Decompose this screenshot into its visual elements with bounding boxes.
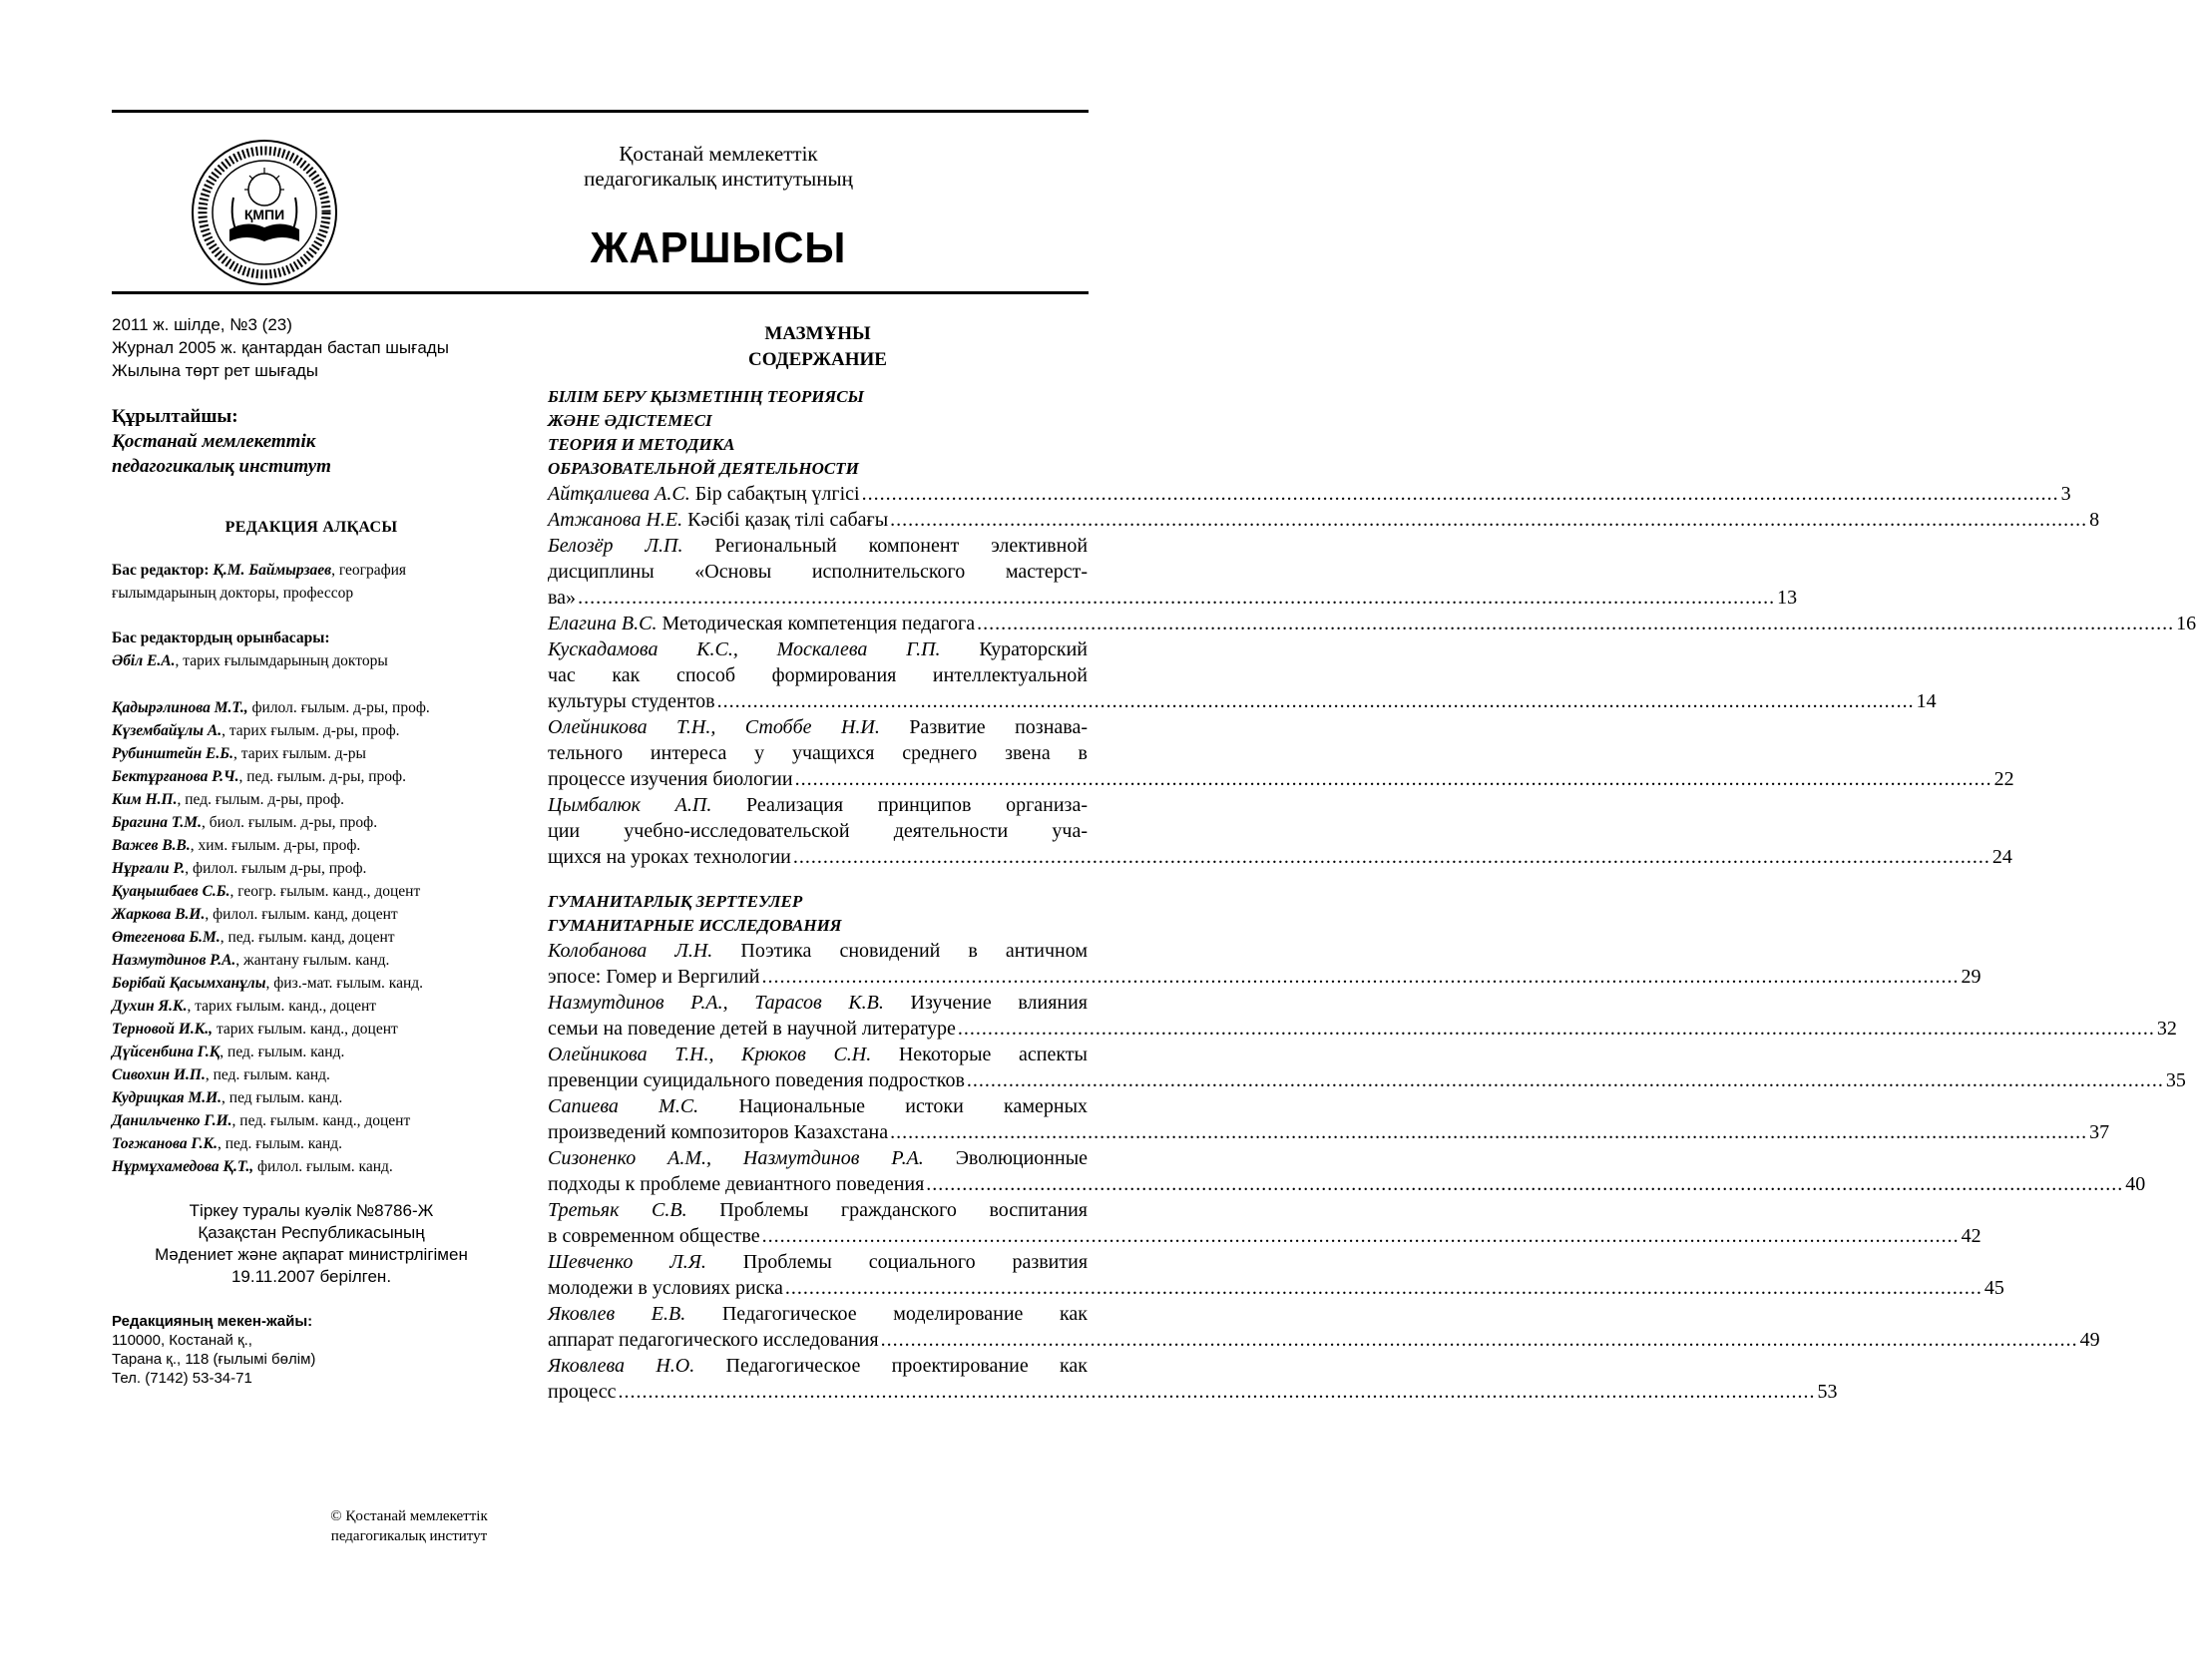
board-member-desc: , тарих ғылым. канд., доцент bbox=[187, 998, 377, 1015]
board-member-desc: , биол. ғылым. д-ры, проф. bbox=[201, 814, 378, 831]
toc-entry-title-part: Педагогическое проектирование как bbox=[725, 1355, 1088, 1377]
toc-entry[interactable] bbox=[548, 990, 2177, 1042]
toc-entry[interactable] bbox=[548, 1249, 2004, 1301]
founder-label: Құрылтайшы: bbox=[112, 406, 238, 427]
toc-entry-last-line bbox=[548, 844, 2012, 870]
board-member-desc: , филол. ғылым. канд, доцент bbox=[205, 906, 398, 923]
section-title-line: ЖӘНЕ ӘДІСТЕМЕСІ bbox=[548, 411, 712, 430]
board-member-desc: , тарих ғылым. д-ры, проф. bbox=[221, 722, 400, 739]
toc-entry-page: 40 bbox=[2125, 1173, 2146, 1195]
toc-entry-page: 42 bbox=[1961, 1225, 1981, 1247]
toc-entry-last-line bbox=[548, 507, 2100, 533]
toc-entry-author: Сапиева М.С. bbox=[548, 1095, 699, 1117]
issue-frequency: Жылына төрт рет шығады bbox=[112, 361, 318, 380]
journal-title: ЖАРШЫСЫ bbox=[590, 223, 847, 272]
toc-entry-title-end bbox=[548, 1327, 879, 1353]
toc-entry-line bbox=[548, 1093, 1088, 1119]
copyright-line-1: © Қостанай мемлекеттік bbox=[330, 1508, 488, 1524]
chief-editor-name: Қ.М. Баймырзаев bbox=[213, 562, 332, 579]
board-member bbox=[112, 742, 511, 765]
chief-editor-desc: , география ғылымдарының докторы, профессор bbox=[112, 562, 407, 602]
toc-entry-title-end bbox=[548, 1171, 924, 1197]
copyright-line-2: педагогикалық институт bbox=[330, 1528, 488, 1544]
toc-entry-line bbox=[548, 938, 1088, 964]
address-line-2: Тарана қ., 118 (ғылымі бөлім) bbox=[112, 1351, 316, 1368]
toc-entry-line bbox=[548, 714, 1088, 740]
toc-entry[interactable] bbox=[548, 1301, 2100, 1353]
toc-entry-page: 13 bbox=[1777, 587, 1798, 609]
registration-line-1: Тіркеу туралы куәлік №8786-Ж bbox=[189, 1201, 434, 1220]
founder-block bbox=[112, 404, 511, 479]
toc-entry-page: 49 bbox=[2079, 1329, 2100, 1351]
toc-entry-title-end bbox=[548, 1067, 965, 1093]
toc-leader-dots: ........................................................................................................................................................................................................ bbox=[618, 1381, 1816, 1403]
toc-entry-title-part: Реализация принципов организа- bbox=[745, 794, 1088, 816]
toc-entry[interactable] bbox=[548, 507, 2100, 533]
board-member-desc: тарих ғылым. канд., доцент bbox=[213, 1021, 398, 1038]
section-title-line: ОБРАЗОВАТЕЛЬНОЙ ДЕЯТЕЛЬНОСТИ bbox=[548, 459, 859, 478]
board-member-desc: , физ.-мат. ғылым. канд. bbox=[265, 975, 424, 992]
issue-info bbox=[112, 313, 511, 382]
deputy-editor bbox=[112, 627, 511, 672]
toc-entry-title-end bbox=[548, 481, 860, 507]
toc-entry-title-part: час как способ формирования интеллектуальной bbox=[548, 664, 1088, 686]
board-member bbox=[112, 1109, 511, 1132]
board-member-desc: филол. ғылым. д-ры, проф. bbox=[247, 699, 430, 716]
toc-entry-title-part: Кураторский bbox=[979, 638, 1088, 660]
svg-text:ҚМПИ: ҚМПИ bbox=[243, 207, 285, 222]
toc-leader-dots: ........................................................................................................................................................................................................ bbox=[792, 846, 1990, 868]
contents-section bbox=[548, 385, 2196, 870]
editorial-address bbox=[112, 1312, 511, 1388]
toc-entry-title-end bbox=[548, 766, 793, 792]
toc-entry-line bbox=[548, 1353, 1088, 1379]
board-member-desc: , геогр. ғылым. канд., доцент bbox=[229, 883, 421, 900]
institution-line-2: педагогикалық институтының bbox=[584, 167, 853, 191]
address-title: Редакцияның мекен-жайы: bbox=[112, 1313, 313, 1330]
board-member-name: Данильченко Г.И. bbox=[112, 1112, 232, 1129]
toc-entry-page: 45 bbox=[1983, 1277, 2004, 1299]
toc-leader-dots: ........................................................................................................................................................................................................ bbox=[861, 483, 2059, 505]
toc-entry-author: Белозёр Л.П. bbox=[548, 535, 683, 557]
board-member bbox=[112, 857, 511, 880]
toc-entry[interactable] bbox=[548, 792, 2012, 870]
toc-entry-title-part: Региональный компонент элективной bbox=[714, 535, 1089, 557]
board-member bbox=[112, 1018, 511, 1041]
toc-entry-author: Третьяк С.В. bbox=[548, 1199, 687, 1221]
toc-entry-author: Атжанова Н.Е. bbox=[548, 509, 683, 531]
board-member-name: Жаркова В.И. bbox=[112, 906, 206, 923]
registration-info bbox=[112, 1200, 511, 1288]
board-member-desc: , филол. ғылым д-ры, проф. bbox=[185, 860, 367, 877]
copyright-notice bbox=[299, 1506, 519, 1546]
toc-entry-title-end bbox=[548, 1275, 783, 1301]
toc-entry-title-part: Методическая компетенция педагога bbox=[661, 613, 976, 634]
top-rule bbox=[112, 110, 1089, 113]
toc-entry-title-end bbox=[548, 688, 715, 714]
toc-entry[interactable] bbox=[548, 636, 1937, 714]
board-member-name: Дүйсенбина Г.Қ bbox=[112, 1044, 220, 1060]
toc-entry-page: 32 bbox=[2156, 1018, 2177, 1040]
toc-entry-last-line bbox=[548, 611, 2196, 636]
toc-entry-last-line bbox=[548, 1327, 2100, 1353]
toc-leader-dots: ........................................................................................................................................................................................................ bbox=[716, 690, 1915, 712]
toc-entry-line bbox=[548, 1145, 1088, 1171]
toc-entry-title-part: подходы к проблеме девиантного поведения bbox=[548, 1173, 925, 1195]
board-member bbox=[112, 1086, 511, 1109]
toc-leader-dots: ........................................................................................................................................................................................................ bbox=[880, 1329, 2078, 1351]
toc-entry-title-part: семьи на поведение детей в научной литературе bbox=[548, 1018, 956, 1040]
table-of-contents bbox=[548, 321, 2196, 1405]
toc-entry-title-part: превенции суицидального поведения подростков bbox=[548, 1069, 965, 1091]
issue-since: Журнал 2005 ж. қантардан бастап шығады bbox=[112, 338, 449, 357]
board-member bbox=[112, 1132, 511, 1155]
toc-entry-last-line bbox=[548, 964, 1981, 990]
toc-entry[interactable] bbox=[548, 938, 1981, 990]
toc-entry-line bbox=[548, 1249, 1088, 1275]
toc-entry-page: 29 bbox=[1961, 966, 1981, 988]
toc-entry-last-line bbox=[548, 1171, 2146, 1197]
issue-date: 2011 ж. шілде, №3 (23) bbox=[112, 315, 292, 334]
toc-entry-title-part: культуры студентов bbox=[548, 690, 715, 712]
contents-section bbox=[548, 890, 2186, 1405]
board-member-desc: , жантану ғылым. канд. bbox=[235, 952, 390, 969]
toc-entry-title-part: процессе изучения биологии bbox=[548, 768, 793, 790]
toc-entry-title-part: в современном обществе bbox=[548, 1225, 760, 1247]
board-member-name: Қуаңышбаев С.Б. bbox=[112, 883, 230, 900]
board-member-desc: , пед. ғылым. канд, доцент bbox=[220, 929, 395, 946]
toc-entry-page: 3 bbox=[2060, 483, 2071, 505]
board-member-name: Кудрицкая М.И. bbox=[112, 1089, 222, 1106]
toc-entry-title-part: щихся на уроках технологии bbox=[548, 846, 791, 868]
board-member-name: Сивохин И.П. bbox=[112, 1066, 206, 1083]
board-member bbox=[112, 995, 511, 1018]
toc-entry-line bbox=[548, 1042, 1088, 1067]
institute-seal-logo bbox=[190, 138, 339, 287]
deputy-editor-desc: , тарих ғылымдарының докторы bbox=[175, 652, 388, 669]
section-title-line: БІЛІМ БЕРУ ҚЫЗМЕТІНІҢ ТЕОРИЯСЫ bbox=[548, 387, 865, 406]
toc-entry-page: 24 bbox=[1991, 846, 2012, 868]
toc-entry-line bbox=[548, 990, 1088, 1016]
toc-entry-author: Колобанова Л.Н. bbox=[548, 940, 713, 962]
toc-entry-title-end bbox=[548, 507, 888, 533]
board-member-desc: , пед ғылым. канд. bbox=[221, 1089, 343, 1106]
toc-leader-dots: ........................................................................................................................................................................................................ bbox=[784, 1277, 1982, 1299]
toc-entry-title-part: Педагогическое моделирование как bbox=[721, 1303, 1088, 1325]
toc-entry[interactable] bbox=[548, 714, 2014, 792]
toc-entry-page: 37 bbox=[2089, 1121, 2110, 1143]
board-member-desc: , пед. ғылым. канд. bbox=[205, 1066, 330, 1083]
toc-entry-title-part: произведений композиторов Казахстана bbox=[548, 1121, 889, 1143]
board-member bbox=[112, 765, 511, 788]
board-member-name: Нұрғали Р. bbox=[112, 860, 186, 877]
registration-line-4: 19.11.2007 берілген. bbox=[230, 1267, 392, 1286]
toc-entry-title-part: Национальные истоки камерных bbox=[738, 1095, 1089, 1117]
toc-leader-dots: ........................................................................................................................................................................................................ bbox=[977, 613, 2175, 634]
toc-entry-title-end bbox=[548, 964, 760, 990]
toc-entry-author: Сизоненко А.М., Назмутдинов Р.А. bbox=[548, 1147, 924, 1169]
toc-entry-title-part: ции учебно-исследовательской деятельности уча- bbox=[548, 820, 1088, 842]
board-member bbox=[112, 972, 511, 995]
toc-entry-title-part: тельного интереса у учащихся среднего звена в bbox=[548, 742, 1088, 764]
toc-entry-last-line bbox=[548, 1223, 1981, 1249]
toc-entry-title-end bbox=[548, 1016, 956, 1042]
toc-leader-dots: ........................................................................................................................................................................................................ bbox=[578, 587, 1776, 609]
toc-entry[interactable] bbox=[548, 1197, 1981, 1249]
contents-title bbox=[548, 321, 1088, 373]
toc-entry-page: 8 bbox=[2089, 509, 2100, 531]
board-member bbox=[112, 1041, 511, 1063]
chief-editor bbox=[112, 559, 511, 605]
board-member bbox=[112, 811, 511, 834]
toc-leader-dots: ........................................................................................................................................................................................................ bbox=[761, 1225, 1960, 1247]
board-member-desc: , пед. ғылым. канд. bbox=[217, 1135, 343, 1152]
board-member-desc: , пед. ғылым. канд. bbox=[220, 1044, 345, 1060]
toc-entry-line bbox=[548, 740, 1088, 766]
toc-entry-page: 35 bbox=[2165, 1069, 2186, 1091]
toc-entry-author: Цымбалюк А.П. bbox=[548, 794, 712, 816]
toc-entry-last-line bbox=[548, 585, 1798, 611]
deputy-editor-label: Бас редактордың орынбасары: bbox=[112, 630, 330, 646]
board-member-desc: , хим. ғылым. д-ры, проф. bbox=[190, 837, 361, 854]
toc-entry-title-part: Развитие познава- bbox=[909, 716, 1089, 738]
toc-entry-title-end bbox=[548, 611, 975, 636]
toc-entry-title-part: эпосе: Гомер и Вергилий bbox=[548, 966, 760, 988]
toc-entry-line bbox=[548, 559, 1088, 585]
board-member-desc: филол. ғылым. канд. bbox=[253, 1158, 393, 1175]
board-member bbox=[112, 926, 511, 949]
imprint-column bbox=[112, 313, 511, 1388]
board-member-desc: , пед. ғылым. канд., доцент bbox=[231, 1112, 411, 1129]
institution-line-1: Қостанай мемлекеттік bbox=[619, 142, 818, 166]
registration-line-2: Қазақстан Республикасының bbox=[198, 1223, 425, 1242]
toc-entry[interactable] bbox=[548, 1353, 1838, 1405]
toc-entry-author: Яковлева Н.О. bbox=[548, 1355, 695, 1377]
board-member bbox=[112, 788, 511, 811]
toc-entry-author: Елагина В.С. bbox=[548, 613, 658, 634]
board-member bbox=[112, 880, 511, 903]
board-member-name: Духин Я.К. bbox=[112, 998, 188, 1015]
toc-entry[interactable] bbox=[548, 611, 2196, 636]
chief-editor-label: Бас редактор: bbox=[112, 562, 210, 579]
toc-leader-dots: ........................................................................................................................................................................................................ bbox=[794, 768, 1992, 790]
toc-leader-dots: ........................................................................................................................................................................................................ bbox=[957, 1018, 2155, 1040]
toc-entry-page: 53 bbox=[1817, 1381, 1838, 1403]
toc-leader-dots: ........................................................................................................................................................................................................ bbox=[761, 966, 1960, 988]
board-member-name: Терновой И.К., bbox=[112, 1021, 214, 1038]
board-member-desc: , тарих ғылым. д-ры bbox=[233, 745, 366, 762]
board-member-name: Назмутдинов Р.А. bbox=[112, 952, 236, 969]
board-member-name: Өтегенова Б.М. bbox=[112, 929, 220, 946]
toc-entry-title-part: молодежи в условиях риска bbox=[548, 1277, 783, 1299]
toc-entry-last-line bbox=[548, 688, 1937, 714]
toc-entry-title-part: Кәсібі қазақ тілі сабағы bbox=[687, 509, 889, 531]
toc-entry-page: 22 bbox=[1993, 768, 2014, 790]
journal-header bbox=[539, 142, 898, 273]
toc-entry-title-end bbox=[548, 844, 791, 870]
toc-entry[interactable] bbox=[548, 481, 2071, 507]
toc-entry-line bbox=[548, 636, 1088, 662]
board-member bbox=[112, 903, 511, 926]
board-member-name: Қадырәлинова М.Т., bbox=[112, 699, 248, 716]
board-member-name: Рубинштейн Е.Б. bbox=[112, 745, 233, 762]
toc-entry-last-line bbox=[548, 1379, 1838, 1405]
toc-entry-author: Айтқалиева А.С. bbox=[548, 483, 690, 505]
board-member-desc: , пед. ғылым. д-ры, проф. bbox=[177, 791, 345, 808]
registration-line-3: Мәдениет және ақпарат министрлігімен bbox=[155, 1245, 468, 1264]
toc-leader-dots: ........................................................................................................................................................................................................ bbox=[890, 509, 2088, 531]
board-member-name: Брагина Т.М. bbox=[112, 814, 202, 831]
section-title-line: ТЕОРИЯ И МЕТОДИКА bbox=[548, 435, 735, 454]
toc-entry[interactable] bbox=[548, 1042, 2186, 1093]
toc-entry-title-end bbox=[548, 585, 576, 611]
toc-entry-line bbox=[548, 818, 1088, 844]
board-member bbox=[112, 834, 511, 857]
board-member-name: Тоғжанова Г.К. bbox=[112, 1135, 218, 1152]
toc-entry-last-line bbox=[548, 1067, 2186, 1093]
toc-entry-line bbox=[548, 1197, 1088, 1223]
contents-title-ru: СОДЕРЖАНИЕ bbox=[748, 349, 887, 370]
board-member-name: Важев В.В. bbox=[112, 837, 191, 854]
toc-entry-last-line bbox=[548, 1275, 2004, 1301]
header-bottom-rule bbox=[112, 291, 1089, 294]
toc-entry-author: Олейникова Т.Н., Крюков С.Н. bbox=[548, 1044, 872, 1065]
toc-entry-last-line bbox=[548, 766, 2014, 792]
toc-entry-last-line bbox=[548, 1016, 2177, 1042]
board-members-list bbox=[112, 696, 511, 1178]
toc-entry-title-part: Некоторые аспекты bbox=[898, 1044, 1088, 1065]
toc-entry-title-end bbox=[548, 1223, 760, 1249]
board-member bbox=[112, 1155, 511, 1178]
board-member-name: Нұрмұхамедова Қ.Т., bbox=[112, 1158, 254, 1175]
toc-entry[interactable] bbox=[548, 1145, 2146, 1197]
toc-entry-title-part: Эволюционные bbox=[955, 1147, 1089, 1169]
address-line-1: 110000, Костанай қ., bbox=[112, 1332, 252, 1349]
toc-entry-title-part: Проблемы социального развития bbox=[742, 1251, 1089, 1273]
toc-entry-author: Яковлев Е.В. bbox=[548, 1303, 686, 1325]
board-member-name: Бөрібай Қасымханұлы bbox=[112, 975, 266, 992]
toc-entry-title-end bbox=[548, 1379, 617, 1405]
toc-entry-title-part: Бір сабақтың үлгісі bbox=[694, 483, 860, 505]
board-member-name: Бектұрғанова Р.Ч. bbox=[112, 768, 239, 785]
deputy-editor-name: Әбіл Е.А. bbox=[112, 652, 176, 669]
toc-entry-author: Кускадамова К.С., Москалева Г.П. bbox=[548, 638, 941, 660]
toc-entry-author: Шевченко Л.Я. bbox=[548, 1251, 706, 1273]
board-member-name: Күзембайұлы А. bbox=[112, 722, 222, 739]
toc-entry-line bbox=[548, 662, 1088, 688]
toc-entry[interactable] bbox=[548, 533, 1798, 611]
toc-entry-author: Олейникова Т.Н., Стоббе Н.И. bbox=[548, 716, 880, 738]
toc-entry-title-part: Поэтика сновидений в античном bbox=[740, 940, 1088, 962]
contents-title-kz: МАЗМҰНЫ bbox=[764, 323, 871, 344]
board-member bbox=[112, 719, 511, 742]
toc-entry-line bbox=[548, 792, 1088, 818]
toc-leader-dots: ........................................................................................................................................................................................................ bbox=[926, 1173, 2124, 1195]
toc-entry[interactable] bbox=[548, 1093, 2110, 1145]
toc-entry-page: 16 bbox=[2176, 613, 2196, 634]
board-member bbox=[112, 1063, 511, 1086]
toc-entry-title-part: аппарат педагогического исследования bbox=[548, 1329, 879, 1351]
toc-entry-line bbox=[548, 1301, 1088, 1327]
editorial-board-title: РЕДАКЦИЯ АЛҚАСЫ bbox=[224, 519, 398, 536]
toc-entry-title-part: Проблемы гражданского воспитания bbox=[719, 1199, 1088, 1221]
board-member-name: Ким Н.П. bbox=[112, 791, 178, 808]
board-member-desc: , пед. ғылым. д-ры, проф. bbox=[238, 768, 406, 785]
address-phone: Тел. (7142) 53-34-71 bbox=[112, 1370, 252, 1387]
toc-leader-dots: ........................................................................................................................................................................................................ bbox=[890, 1121, 2088, 1143]
founder-name-line-2: педагогикалық институт bbox=[112, 456, 331, 477]
toc-entry-last-line bbox=[548, 481, 2071, 507]
section-title-line: ГУМАНИТАРЛЫҚ ЗЕРТТЕУЛЕР bbox=[548, 892, 803, 911]
toc-entry-page: 14 bbox=[1916, 690, 1937, 712]
toc-entry-last-line bbox=[548, 1119, 2110, 1145]
toc-entry-title-part: процесс bbox=[548, 1381, 617, 1403]
toc-entry-author: Назмутдинов Р.А., Тарасов К.В. bbox=[548, 992, 884, 1014]
toc-entry-title-part: дисциплины «Основы исполнительского мастерст- bbox=[548, 561, 1088, 583]
toc-entry-title-end bbox=[548, 1119, 888, 1145]
toc-leader-dots: ........................................................................................................................................................................................................ bbox=[966, 1069, 2164, 1091]
toc-entry-title-part: Изучение влияния bbox=[910, 992, 1089, 1014]
board-member bbox=[112, 949, 511, 972]
toc-entry-title-part: ва» bbox=[548, 587, 577, 609]
toc-entry-line bbox=[548, 533, 1088, 559]
section-title-line: ГУМАНИТАРНЫЕ ИССЛЕДОВАНИЯ bbox=[548, 916, 842, 935]
board-member bbox=[112, 696, 511, 719]
founder-name-line-1: Қостанай мемлекеттік bbox=[112, 431, 316, 452]
